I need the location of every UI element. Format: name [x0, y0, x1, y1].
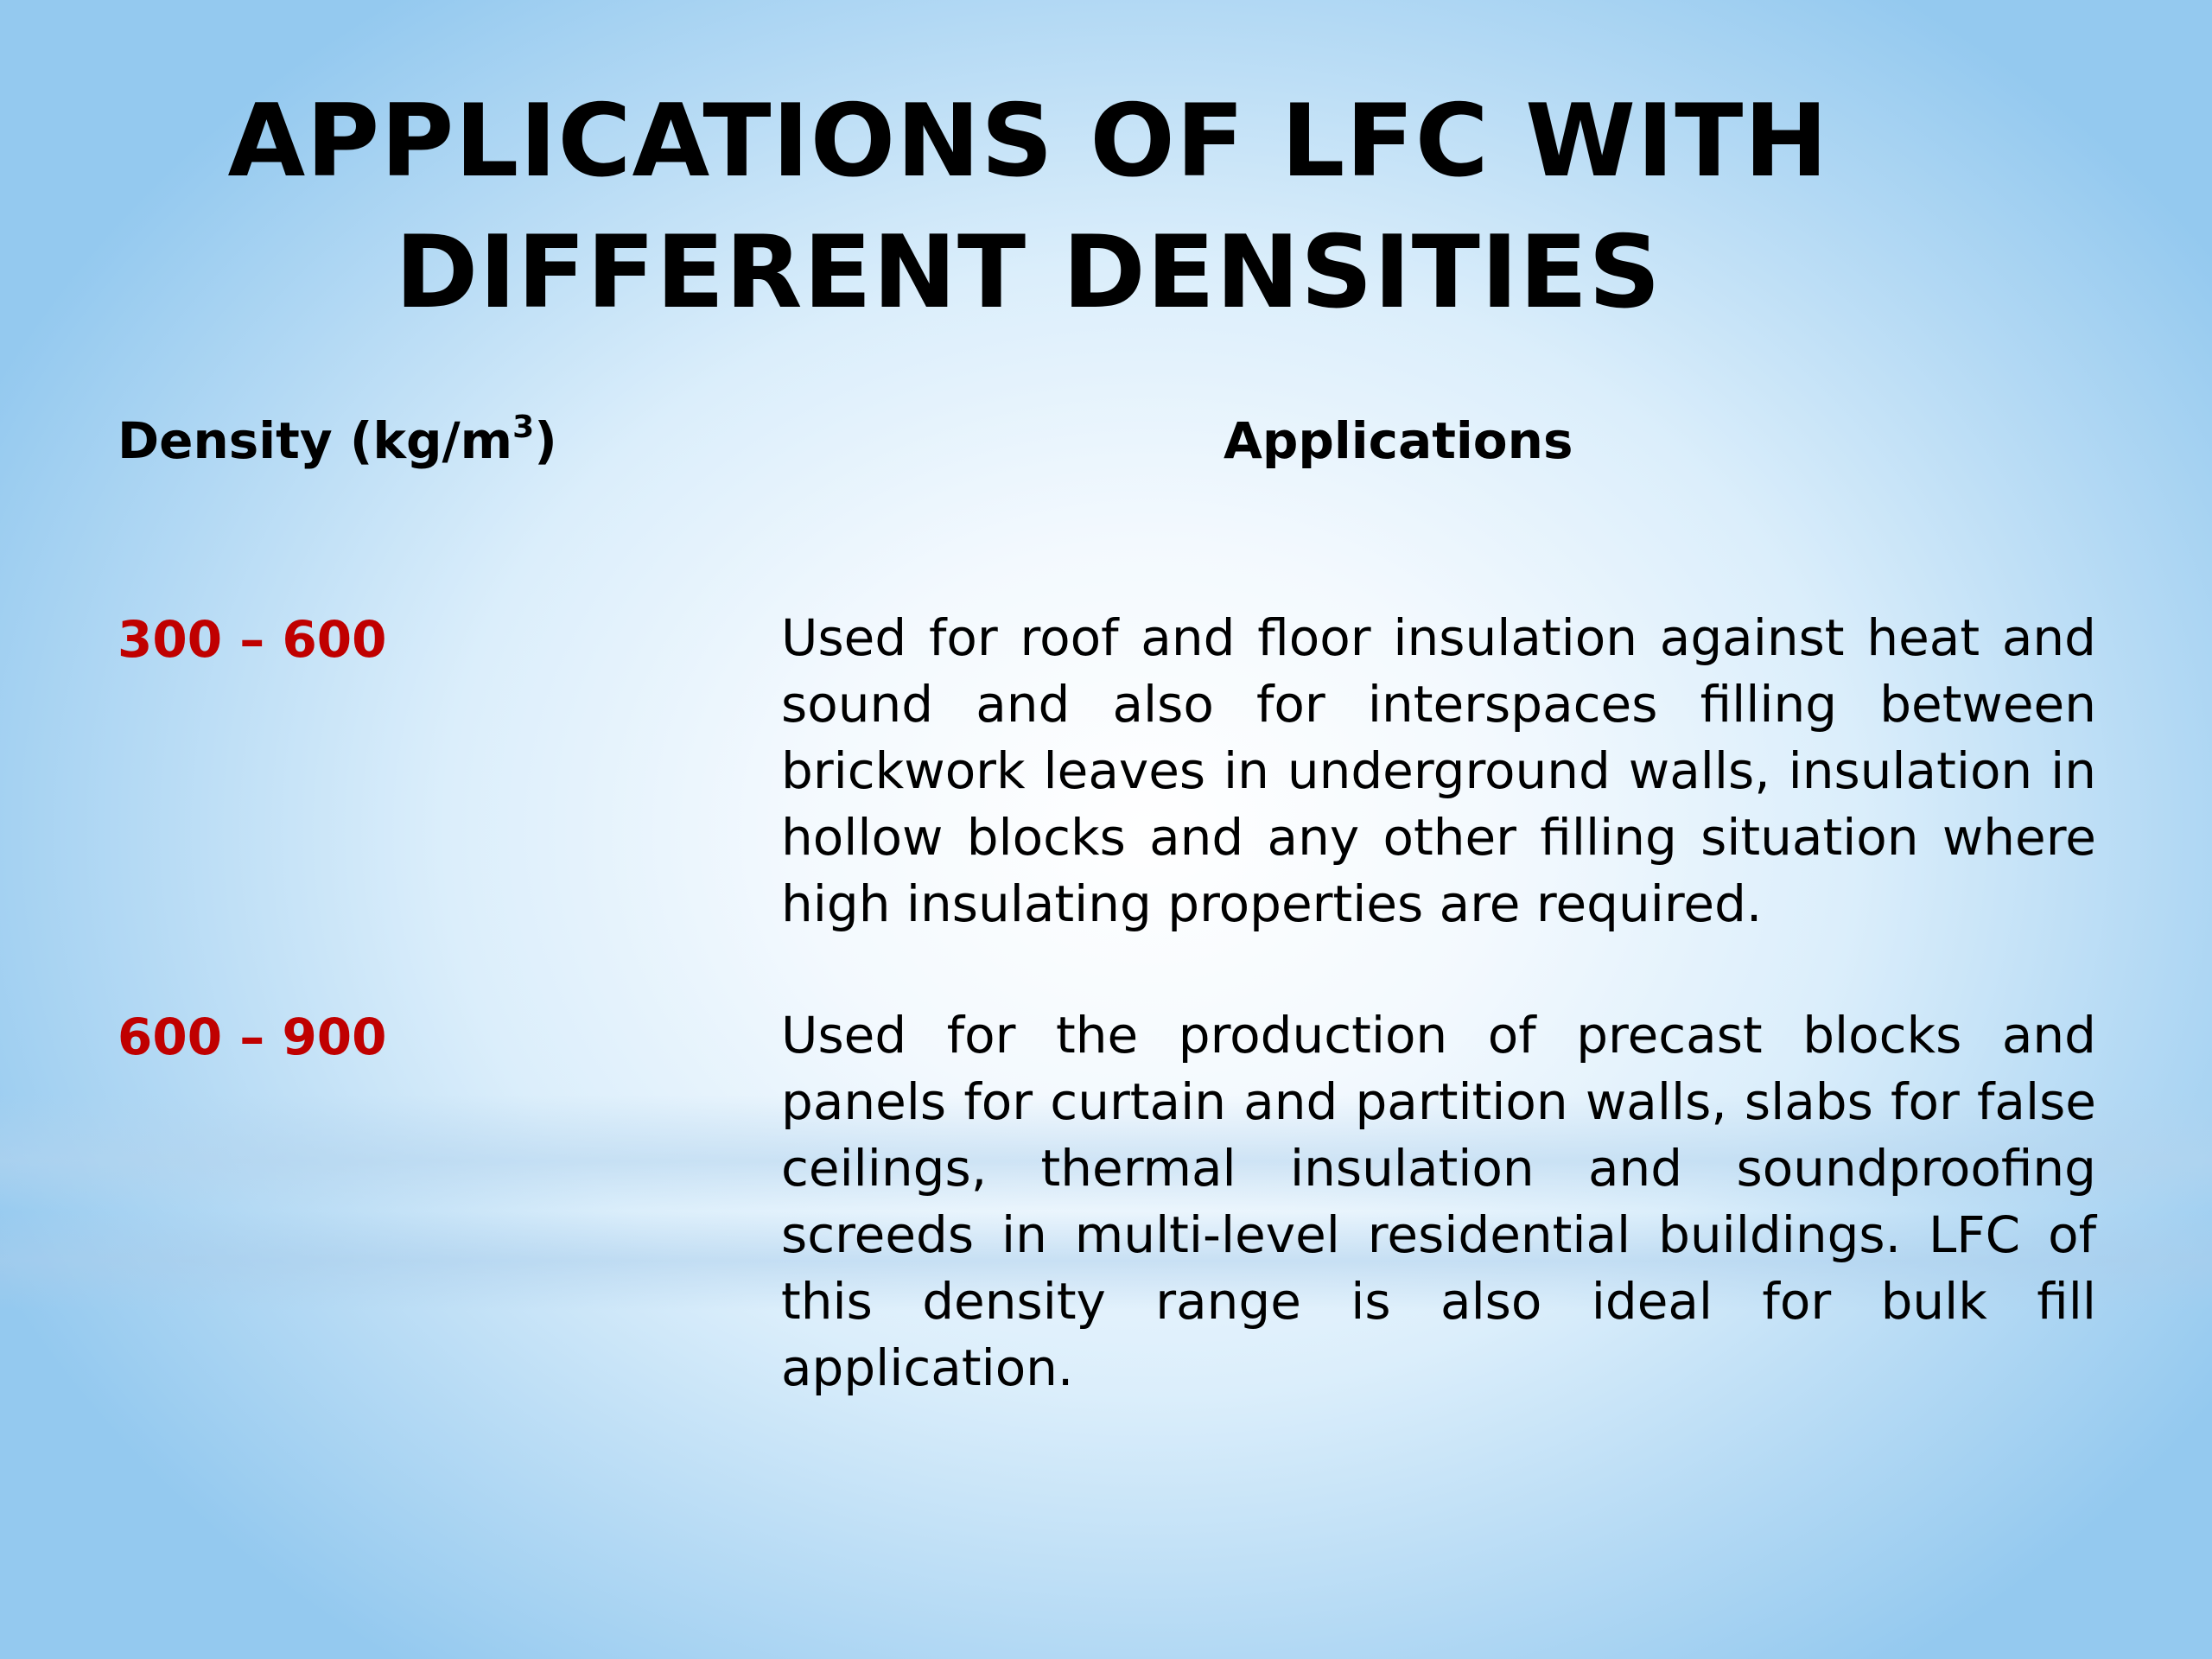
applications-column-header: Applications [1224, 411, 1573, 470]
density-header-text: Density (kg/m [118, 411, 513, 470]
slide-title: APPLICATIONS OF LFC WITH DIFFERENT DENSITIES [227, 83, 1829, 331]
density-range-1: 300 – 600 [118, 610, 387, 669]
density-column-header [118, 406, 557, 475]
density-header-close: ) [534, 411, 557, 470]
application-text-2: Used for the production of precast blocks and panels for curtain and partition walls, slabs for false ceilings, thermal insulation and soundproofing screeds in multi-level residential buildings. LFC of this density range is also ideal for bulk fill application. [781, 1006, 2096, 1397]
density-range-2: 600 – 900 [118, 1007, 387, 1066]
application-text-1: Used for roof and floor insulation against heat and sound and also for interspaces filling between brickwork leaves in underground walls, insulation in hollow blocks and any other filling situation where high insulating properties are required. [781, 608, 2096, 933]
density-unit-superscript: 3 [512, 410, 535, 445]
